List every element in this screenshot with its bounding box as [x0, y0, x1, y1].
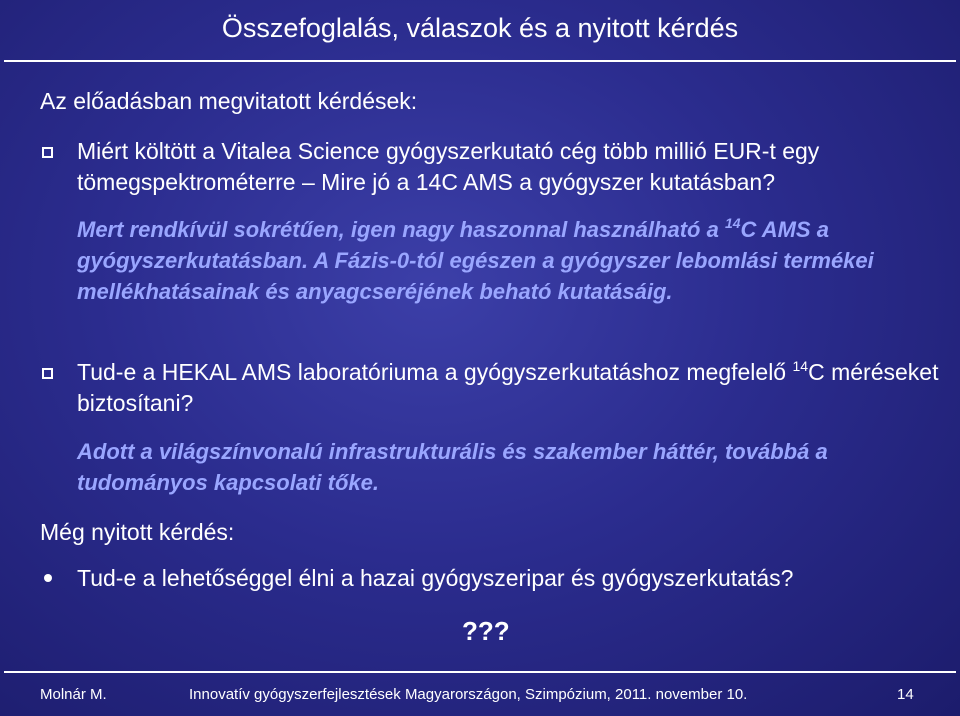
footer-divider — [4, 671, 956, 673]
section-heading-open: Még nyitott kérdés: — [40, 519, 235, 545]
page-number: 14 — [897, 686, 914, 703]
question-2-superscript: 14 — [792, 358, 809, 374]
footer-author: Molnár M. — [40, 686, 107, 703]
answer-1-superscript: 14 — [724, 215, 741, 231]
square-bullet-icon — [42, 147, 53, 158]
slide-title: Összefoglalás, válaszok és a nyitott kérdés — [221, 12, 739, 43]
answer-1-text-b: C AMS a gyógyszerkutatásban. A Fázis-0-tól egészen a gyógyszer lebomlási termékei mellékhatásainak és anyagcseréjének beható kutatásáig. — [77, 217, 874, 304]
square-bullet-icon — [42, 368, 53, 379]
answer-1 — [77, 214, 937, 307]
question-2-text-a: Tud-e a HEKAL AMS laboratóriuma a gyógyszerkutatáshoz megfelelő — [77, 359, 793, 385]
question-2-text-b: C méréseket biztosítani? — [77, 359, 939, 416]
question-3: Tud-e a lehetőséggel élni a hazai gyógyszeripar és gyógyszerkutatás? — [77, 565, 794, 591]
answer-1-text-a: Mert rendkívül sokrétűen, igen nagy haszonnal használható a — [77, 217, 725, 242]
answer-2: Adott a világszínvonalú infrastrukturális és szakember háttér, továbbá a tudományos kapcsolati tőke. — [77, 439, 828, 495]
question-1: Miért költött a Vitalea Science gyógyszerkutató cég több millió EUR-t egy tömegspektrométerre – Mire jó a 14C AMS a gyógyszer kutatásban? — [77, 138, 820, 195]
footer-event: Innovatív gyógyszerfejlesztések Magyarországon, Szimpózium, 2011. november 10. — [189, 686, 748, 703]
section-heading-discussed: Az előadásban megvitatott kérdések: — [40, 88, 418, 114]
round-bullet-icon — [44, 574, 52, 582]
question-marks: ??? — [462, 616, 510, 646]
title-divider — [4, 60, 956, 62]
question-2 — [77, 357, 947, 419]
